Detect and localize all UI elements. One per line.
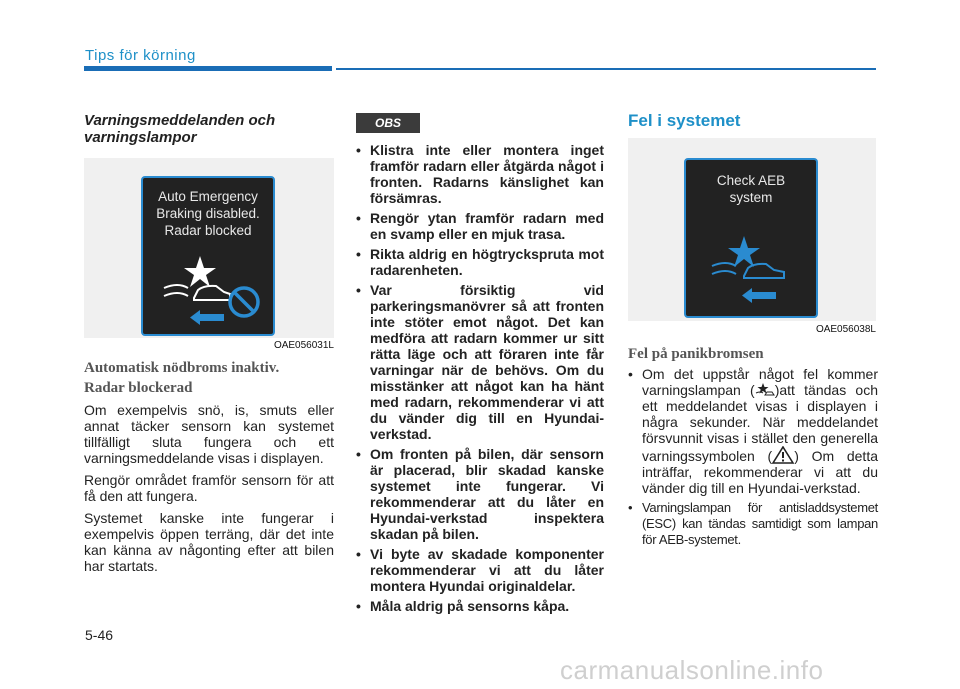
- col1-body: [84, 402, 334, 580]
- list-item: [628, 366, 878, 496]
- list-item: • Varningslampan för antisladdsystemet (ESC) kan tändas samtidigt som lampan för AEB-systemet.: [628, 500, 878, 548]
- paragraph: Om exempelvis snö, is, smuts eller annat täcker sensorn kan systemet tillfälligt sluta fungera och ett varningsmeddelande visas i displayen.: [84, 402, 334, 466]
- general-warning-icon: [772, 446, 794, 464]
- obs-label: OBS: [356, 113, 420, 133]
- watermark: carmanualsonline.info: [560, 655, 824, 685]
- panel-message: Auto Emergency Braking disabled. Radar blocked: [156, 189, 260, 238]
- display-panel: [684, 158, 818, 318]
- list-item: • Var försiktig vid parkeringsmanövrer så att fronten inte stöter emot något. Det kan medföra att radarn kommer ur sitt rätta läge och att föraren inte får varningar när de behövs. Om du misstänker att något kan ha hänt med radarn, rekommenderar vi att du vänder dig till en Hyundai-verkstad.: [356, 282, 604, 442]
- panel-message: Check AEB system: [716, 173, 786, 205]
- subheading-panic-brake: Fel på panikbromsen: [628, 346, 764, 362]
- text-segment: Om det uppstår något fel kommer varningslampan (: [642, 366, 878, 398]
- obs-bullets: [356, 142, 604, 618]
- figure-check-aeb: [628, 138, 876, 321]
- heading-radar-blocked: Radar blockerad: [84, 380, 193, 396]
- heading-system-fault: Fel i systemet: [628, 111, 741, 130]
- col3-bullets: [628, 366, 878, 552]
- list-item: • Rengör ytan framför radarn med en svamp eller en mjuk trasa.: [356, 210, 604, 242]
- figure2-caption: OAE056038L: [815, 324, 876, 335]
- figure1-caption: OAE056031L: [273, 340, 334, 351]
- subheading-warnings: Varningsmeddelanden och varningslampor: [84, 112, 276, 146]
- list-item: • Vi byte av skadade komponenter rekommenderar vi att du låter montera Hyundai originaldelar.: [356, 546, 604, 594]
- aeb-warning-icon: [706, 232, 802, 304]
- header-bar: [84, 66, 332, 71]
- list-item: • Rikta aldrig en högtryckspruta mot radarenheten.: [356, 246, 604, 278]
- section-title: Tips för körning: [85, 47, 196, 64]
- text-segment: ) Om detta inträffar, rekommenderar vi att du vänder dig till en Hyundai-verkstad.: [642, 448, 878, 496]
- aeb-lamp-icon: [755, 383, 775, 397]
- list-item: • Klistra inte eller montera inget framför radarn eller åtgärda något i fronten. Radarns känslighet kan försämras.: [356, 142, 604, 206]
- heading-aeb-inactive: Automatisk nödbroms inaktiv.: [84, 360, 280, 376]
- paragraph: Systemet kanske inte fungerar i exempelvis öppen terräng, där det inte kan känna av någonting efter att bilen har startats.: [84, 510, 334, 574]
- paragraph: Rengör området framför sensorn för att få den att fungera.: [84, 472, 334, 504]
- list-item: • Måla aldrig på sensorns kåpa.: [356, 598, 604, 614]
- radar-blocked-icon: [158, 252, 262, 328]
- display-panel: [141, 176, 275, 336]
- figure-aeb-disabled: [84, 158, 334, 338]
- header-rule: [336, 68, 876, 70]
- page-number: 5-46: [85, 627, 114, 643]
- list-item: • Om fronten på bilen, där sensorn är placerad, blir skadad kanske systemet inte fungerar. Vi rekommenderar att du låter en Hyundai-verkstad inspektera skadan på bilen.: [356, 446, 604, 542]
- text-segment: )att tändas och ett meddelandet visas i displayen i några sekunder. När meddelandet försvunnit visas i stället den generella varningssymbolen (: [642, 382, 878, 464]
